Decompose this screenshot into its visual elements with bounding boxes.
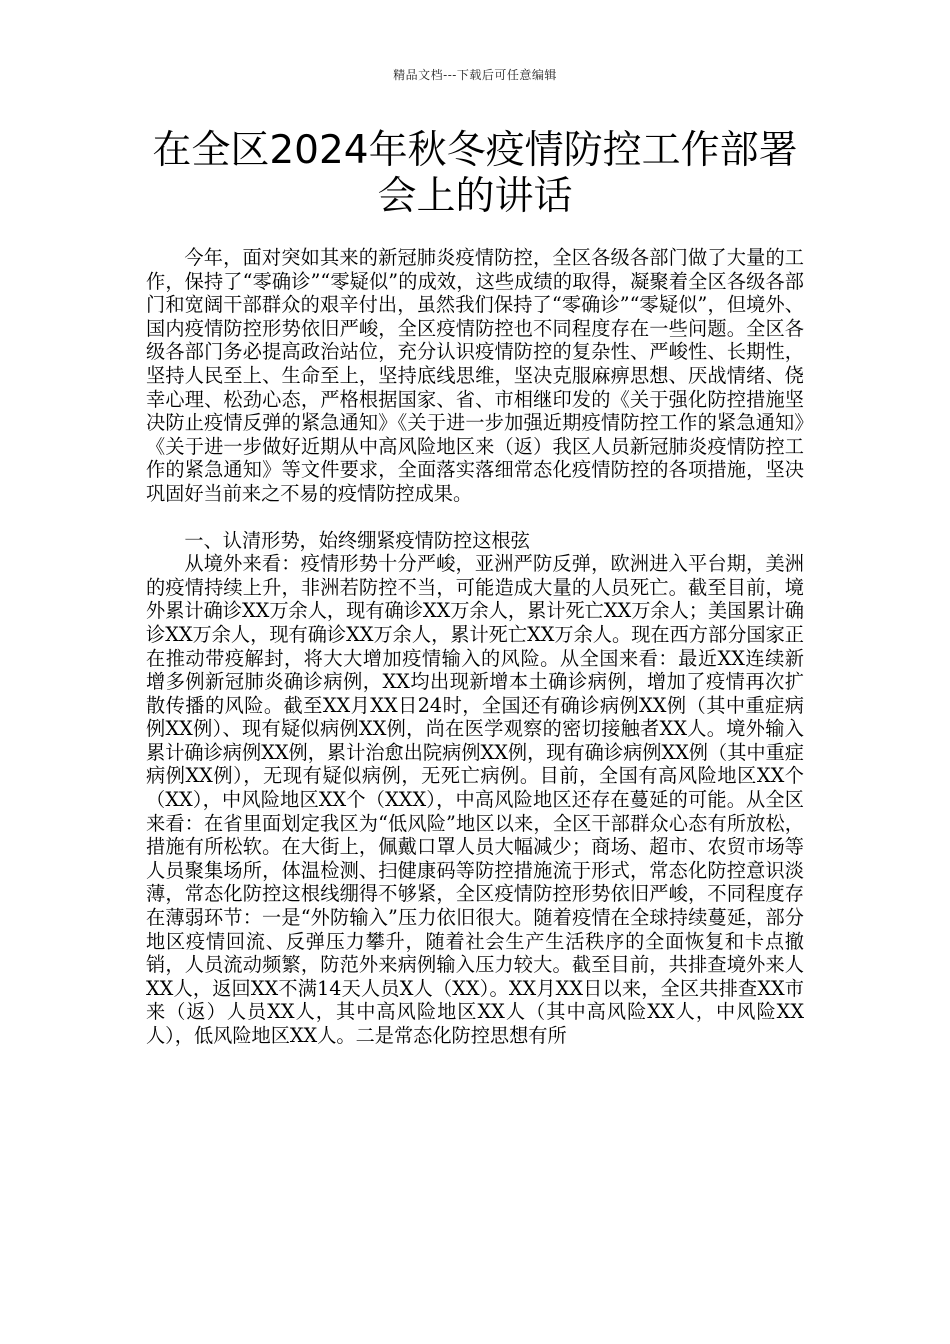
page-header: 精品文档---下载后可任意编辑 xyxy=(393,68,557,82)
section-heading: 一、认清形势，始终绷紧疫情防控这根弦 xyxy=(184,528,530,552)
document-body xyxy=(146,246,804,1048)
intro-paragraph: 今年，面对突如其来的新冠肺炎疫情防控，全区各级各部门做了大量的工作，保持了“零确诊”“零疑似”的成效，这些成绩的取得，凝聚着全区各级各部门和宽阔干部群众的艰辛付出，虽然我们保持了“零确诊”“零疑似”，但境外、国内疫情防控形势依旧严峻，全区疫情防控也不同程度存在一些问题。全区各级各部门务必提高政治站位，充分认识疫情防控的复杂性、严峻性、长期性，坚持人民至上、生命至上，坚持底线思维，坚决克服麻痹思想、厌战情绪、侥幸心理、松劲心态，严格根据国家、省、市相继印发的《关于强化防控措施坚决防止疫情反弹的紧急通知》《关于进一步加强近期疫情防控工作的紧急通知》《关于进一步做好近期从中高风险地区来（返）我区人员新冠肺炎疫情防控工作的紧急通知》等文件要求，全面落实落细常态化疫情防控的各项措施，坚决巩固好当前来之不易的疫情防控成果。 xyxy=(146,246,804,505)
body-paragraph: 从境外来看：疫情形势十分严峻，亚洲严防反弹，欧洲进入平台期，美洲的疫情持续上升，非洲若防控不当，可能造成大量的人员死亡。截至目前，境外累计确诊XX万余人，现有确诊XX万余人，累计死亡XX万余人；美国累计确诊XX万余人，现有确诊XX万余人，累计死亡XX万余人。现在西方部分国家正在推动带疫解封，将大大增加疫情输入的风险。从全国来看：最近XX连续新增多例新冠肺炎确诊病例，XX均出现新增本土确诊病例，增加了疫情再次扩散传播的风险。截至XX月XX日24时，全国还有确诊病例XX例（其中重症病例XX例）、现有疑似病例XX例，尚在医学观察的密切接触者XX人。境外输入累计确诊病例XX例，累计治愈出院病例XX例，现有确诊病例XX例（其中重症病例XX例），无现有疑似病例，无死亡病例。目前，全国有高风险地区XX个（XX），中风险地区XX个（XXX），中高风险地区还存在蔓延的可能。从全区来看：在省里面划定我区为“低风险”地区以来，全区干部群众心态有所放松，措施有所松软。在大街上，佩戴口罩人员大幅减少；商场、超市、农贸市场等人员聚集场所，体温检测、扫健康码等防控措施流于形式，常态化防控意识淡薄，常态化防控这根线绷得不够紧，全区疫情防控形势依旧严峻，不同程度存在薄弱环节：一是“外防输入”压力依旧很大。随着疫情在全球持续蔓延，部分地区疫情回流、反弹压力攀升，随着社会生产生活秩序的全面恢复和卡点撤销，人员流动频繁，防范外来病例输入压力较大。截至目前，共排查境外来人XX人，返回XX不满14天人员X人（XX）。XX月XX日以来，全区共排查XX市来（返）人员XX人，其中高风险地区XX人（其中高风险XX人，中风险XX人），低风险地区XX人。二是常态化防控思想有所 xyxy=(146,552,804,1047)
title-line-2: 会上的讲话 xyxy=(377,174,573,219)
title-line-1: 在全区2024年秋冬疫情防控工作部署 xyxy=(152,128,798,173)
page-title xyxy=(120,128,830,220)
